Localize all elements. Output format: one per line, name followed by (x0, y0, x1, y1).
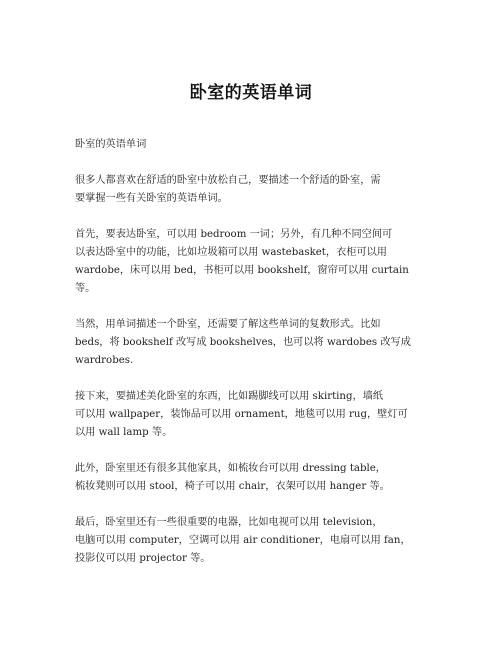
paragraph-furniture: 此外，卧室里还有很多其他家具，如梳妆台可以用 dressing table， 梳妆凳则可以用 stool，椅子可以用 chair，衣架可以用 hanger 等。 (75, 463, 390, 492)
paragraph-subtitle: 卧室的英语单词 (75, 139, 147, 150)
paragraph-basic-words: 首先，要表达卧室，可以用 bedroom 一词；另外，有几种不同空间可 以表达卧室中的功能，比如垃圾箱可以用 wastebasket，衣柜可以用 wardobe，床可以用 bed，书柜可以用 bookshelf，窗帘可以用 curtain 等。 (75, 229, 409, 294)
document-body (75, 136, 435, 586)
paragraph-appliances: 最后，卧室里还有一些很重要的电器，比如电视可以用 television， 电脑可以用 computer，空调可以用 air conditioner，电扇可以用 fan， 投影仪可以用 projector 等。 (75, 517, 411, 564)
document-title: 卧室的英语单词 (189, 83, 313, 103)
paragraph-decor: 接下来，要描述美化卧室的东西，比如踢脚线可以用 skirting，墙纸 可以用 wallpaper，装饰品可以用 ornament，地毯可以用 rug，壁灯可 以用 wall lamp 等。 (75, 391, 408, 438)
paragraph-plurals: 当然，用单词描述一个卧室，还需要了解这些单词的复数形式。比如 beds，将 bookshelf 改写成 bookshelves，也可以将 wardobes 改写成 wardrobes. (75, 319, 411, 366)
paragraph-intro: 很多人都喜欢在舒适的卧室中放松自己，要描述一个舒适的卧室，需 要掌握一些有关卧室的英语单词。 (75, 175, 381, 204)
